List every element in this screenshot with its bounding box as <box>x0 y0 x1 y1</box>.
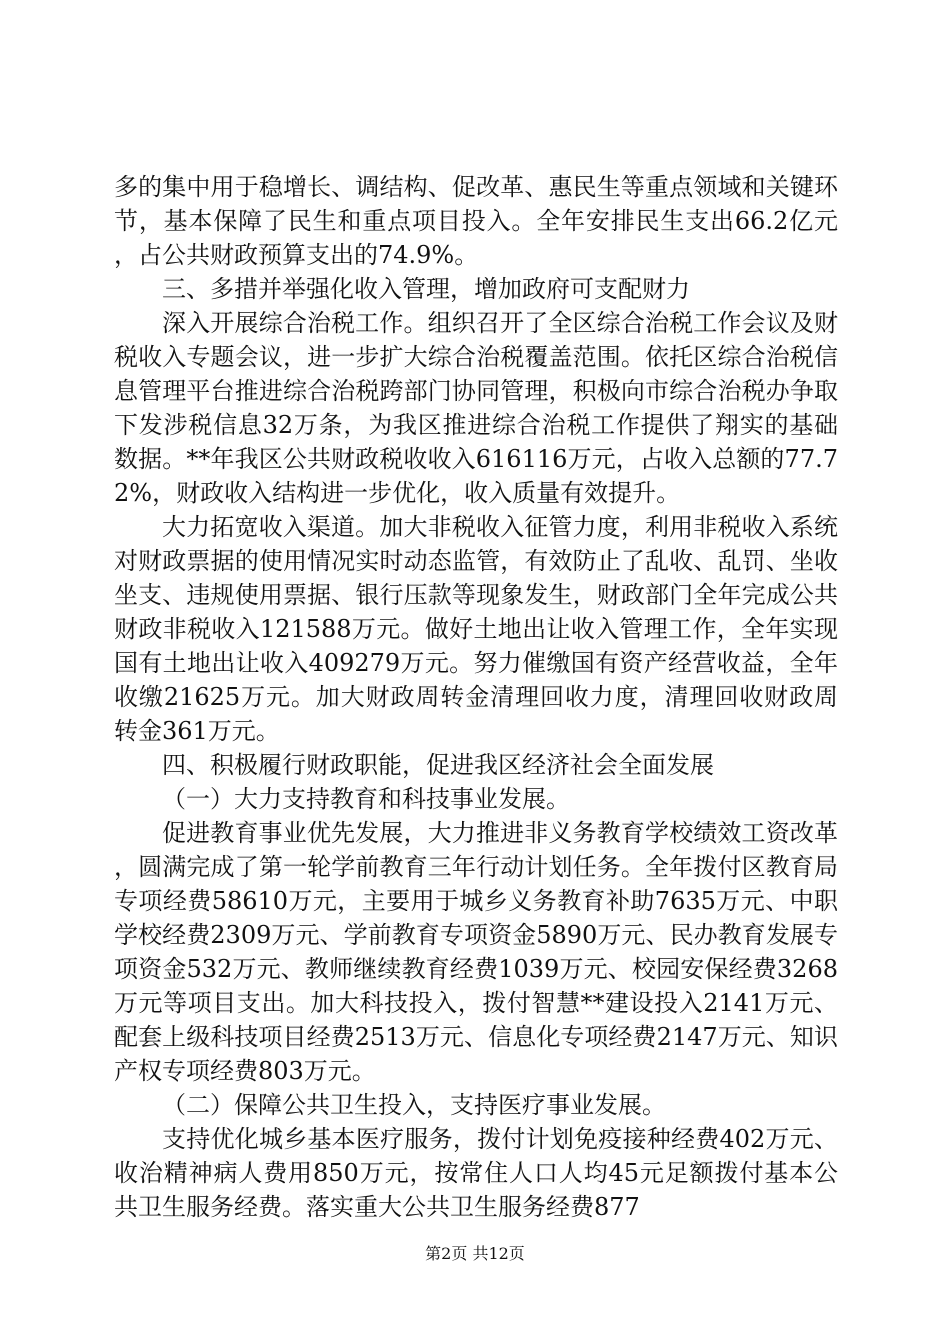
document-body <box>114 170 838 1224</box>
paragraph-tax-management: 深入开展综合治税工作。组织召开了全区综合治税工作会议及财税收入专题会议，进一步扩大综合治税覆盖范围。依托区综合治税信息管理平台推进综合治税跨部门协同管理，积极向市综合治税办争取下发涉税信息32万条，为我区推进综合治税工作提供了翔实的基础数据。**年我区公共财政税收收入616116万元，占收入总额的77.72%，财政收入结构进一步优化，收入质量有效提升。 <box>114 309 838 507</box>
subsection-heading-1: （一）大力支持教育和科技事业发展。 <box>162 785 570 813</box>
paragraph-continuation: 多的集中用于稳增长、调结构、促改革、惠民生等重点领域和关键环节，基本保障了民生和重点项目投入。全年安排民生支出66.2亿元，占公共财政预算支出的74.9%。 <box>114 173 838 269</box>
section-heading-3: 三、多措并举强化收入管理，增加政府可支配财力 <box>162 275 690 303</box>
paragraph-healthcare: 支持优化城乡基本医疗服务，拨付计划免疫接种经费402万元、收治精神病人费用850万元，按常住人口人均45元足额拨付基本公共卫生服务经费。落实重大公共卫生服务经费877 <box>114 1125 838 1221</box>
section-heading-4: 四、积极履行财政职能，促进我区经济社会全面发展 <box>162 751 714 779</box>
subsection-heading-2: （二）保障公共卫生投入，支持医疗事业发展。 <box>162 1091 666 1119</box>
page-number-footer: 第2页 共12页 <box>425 1244 525 1263</box>
paragraph-education: 促进教育事业优先发展，大力推进非义务教育学校绩效工资改革，圆满完成了第一轮学前教育三年行动计划任务。全年拨付区教育局专项经费58610万元，主要用于城乡义务教育补助7635万元、中职学校经费2309万元、学前教育专项资金5890万元、民办教育发展专项资金532万元、教师继续教育经费1039万元、校园安保经费3268万元等项目支出。加大科技投入，拨付智慧**建设投入2141万元、配套上级科技项目经费2513万元、信息化专项经费2147万元、知识产权专项经费803万元。 <box>114 819 838 1085</box>
paragraph-revenue-channels: 大力拓宽收入渠道。加大非税收入征管力度，利用非税收入系统对财政票据的使用情况实时动态监管，有效防止了乱收、乱罚、坐收坐支、违规使用票据、银行压款等现象发生，财政部门全年完成公共财政非税收入121588万元。做好土地出让收入管理工作，全年实现国有土地出让收入409279万元。努力催缴国有资产经营收益，全年收缴21625万元。加大财政周转金清理回收力度，清理回收财政周转金361万元。 <box>114 513 838 745</box>
